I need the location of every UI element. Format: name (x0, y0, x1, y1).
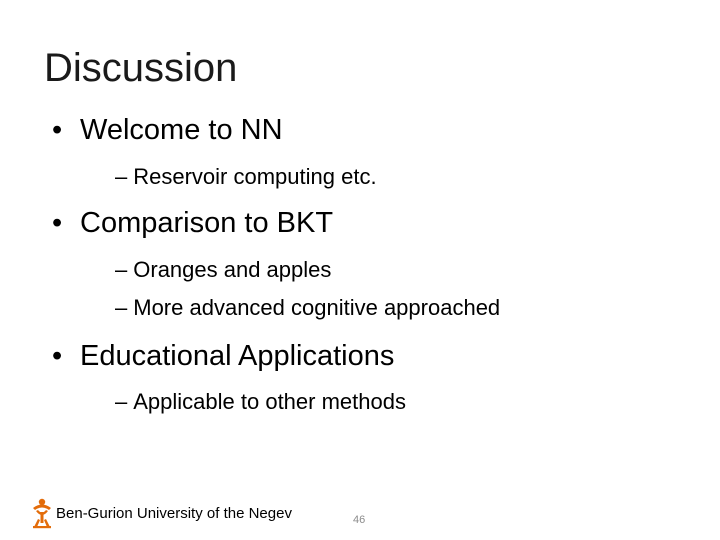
dash-marker: – (115, 295, 128, 320)
bullet-marker: • (52, 340, 63, 372)
bullet-marker: • (52, 114, 63, 146)
sub-bullet-text: Applicable to other methods (133, 389, 406, 414)
university-name: Ben-Gurion University of the Negev (56, 504, 292, 522)
dash-marker: – (115, 389, 128, 414)
sub-bullet-cognitive (115, 294, 500, 322)
bullet-text: Comparison to BKT (80, 207, 334, 239)
footer (30, 496, 292, 530)
bullet-marker: • (52, 207, 63, 239)
sub-bullet-applicable (115, 388, 406, 416)
slide-title: Discussion (44, 46, 238, 90)
bullet-educational (52, 338, 394, 374)
dash-marker: – (115, 257, 128, 282)
page-number: 46 (353, 514, 366, 526)
sub-bullet-text: Oranges and apples (133, 257, 332, 282)
bgu-logo-icon (30, 497, 54, 529)
sub-bullet-reservoir (115, 163, 377, 191)
bullet-comparison (52, 205, 333, 241)
sub-bullet-text: Reservoir computing etc. (133, 164, 377, 189)
sub-bullet-oranges (115, 256, 331, 284)
bullet-text: Welcome to NN (80, 114, 283, 146)
bullet-welcome (52, 112, 283, 148)
bullet-text: Educational Applications (80, 340, 395, 372)
dash-marker: – (115, 164, 128, 189)
sub-bullet-text: More advanced cognitive approached (133, 295, 501, 320)
